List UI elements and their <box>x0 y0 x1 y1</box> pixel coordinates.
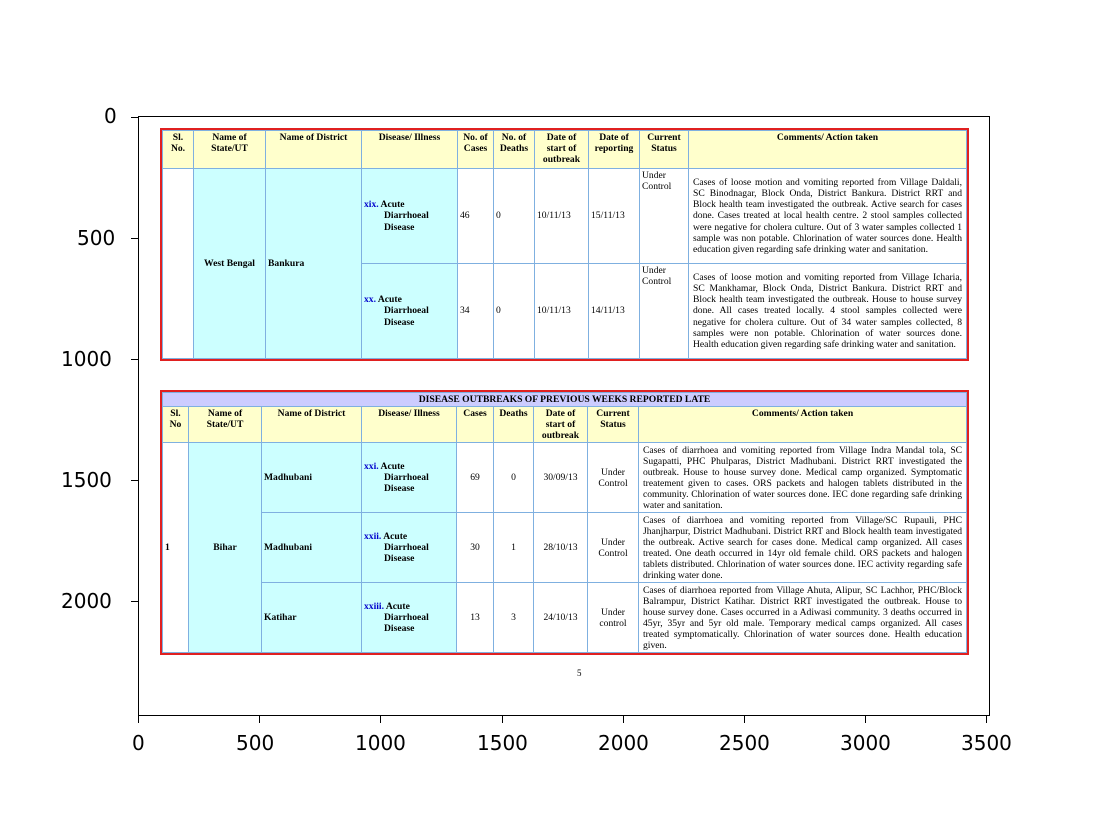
disease-name-line2: Diarrhoeal Disease <box>384 210 429 233</box>
x-tick-label: 500 <box>236 731 275 755</box>
outbreak-number: xix. <box>364 199 379 211</box>
x-tick-label: 1000 <box>355 731 406 755</box>
cases-cell: 34 <box>458 264 494 359</box>
col-disease: Disease/ Illness <box>362 407 457 443</box>
y-tick-label: 1000 <box>61 347 112 371</box>
y-tick-label: 2000 <box>61 589 112 613</box>
deaths-cell: 0 <box>494 169 535 264</box>
disease-cell <box>362 583 457 653</box>
col-sl-no: Sl. No <box>163 407 189 443</box>
col-comments: Comments/ Action taken <box>639 407 967 443</box>
x-tick <box>259 716 260 723</box>
y-tick <box>131 601 138 602</box>
reporting-date-cell: 14/11/13 <box>589 264 640 359</box>
district-cell: Katihar <box>262 583 362 653</box>
start-date-cell: 30/09/13 <box>534 443 588 513</box>
disease-name-line2: Diarrhoeal Disease <box>384 305 429 328</box>
outbreak-number: xx. <box>364 294 376 306</box>
disease-name-line2: Diarrhoeal Disease <box>384 542 429 565</box>
table-row <box>163 513 967 583</box>
col-cases: Cases <box>457 407 494 443</box>
col-disease: Disease/ Illness <box>362 131 458 169</box>
deaths-cell: 0 <box>494 443 534 513</box>
y-tick <box>131 117 138 118</box>
table-title: DISEASE OUTBREAKS OF PREVIOUS WEEKS REPORTED LATE <box>163 393 967 407</box>
col-start-date: Date of start of outbreak <box>535 131 589 169</box>
x-tick-label: 3500 <box>961 731 1012 755</box>
disease-name-line2: Diarrhoeal Disease <box>384 612 429 635</box>
x-tick <box>380 716 381 723</box>
district-cell: Madhubani <box>262 443 362 513</box>
outbreak-number: xxii. <box>364 531 382 543</box>
comments-cell: Cases of loose motion and vomiting reported from Village Daldali, SC Binodnagar, Block Onda, District Bankura. District RRT and Block health team investigated the outbreak. Active search for cases done. Cases treated at local health centre. 2 stool samples collected were negative for cholera culture. Out of 3 water samples collected 1 sample was non potable. Chlorination of water sources done. Health education given regarding safe drinking water and sanitation. <box>689 169 967 264</box>
header-row <box>163 407 967 443</box>
disease-cell <box>362 443 457 513</box>
disease-cell <box>362 264 458 359</box>
outbreak-number: xxi. <box>364 461 379 473</box>
disease-name-line1: Acute <box>380 461 405 473</box>
x-tick-label: 2500 <box>719 731 770 755</box>
y-tick <box>131 480 138 481</box>
sl-no-cell: 1 <box>163 443 189 653</box>
x-tick <box>865 716 866 723</box>
col-reporting-date: Date of reporting <box>589 131 640 169</box>
comments-cell: Cases of diarrhoea reported from Village Ahuta, Alipur, SC Lachhor, PHC/Block Balrampur, District Katihar. District RRT investigated the outbreak. House to house survey done. Cases occurred in a Adiwasi community. 3 deaths occurred in 45yr, 35yr and 5yr old male. Temporary medical camps organized. All cases treated symptomatically. Chlorination of water sources done. Health education given. <box>639 583 967 653</box>
disease-name-line1: Acute <box>383 531 408 543</box>
reporting-date-cell: 15/11/13 <box>589 169 640 264</box>
outbreak-table-current <box>162 130 967 359</box>
col-district: Name of District <box>262 407 362 443</box>
comments-cell: Cases of diarrhoea and vomiting reported from Village Indra Mandal tola, SC Sugapatti, PHC Phulparas, District Madhubani. District RRT investigated the outbreak. House to house survey done. Medical camp organized. Symptomatic treatement given to cases. ORS packets and halogen tablets distributed in the community. Chlorination of water sources done. IEC done regarding safe drinking water and sanitation. <box>639 443 967 513</box>
start-date-cell: 10/11/13 <box>535 169 589 264</box>
deaths-cell: 1 <box>494 513 534 583</box>
y-tick-label: 500 <box>77 226 116 250</box>
disease-name-line1: Acute <box>377 294 402 306</box>
table-row <box>163 443 967 513</box>
col-start-date: Date of start of outbreak <box>534 407 588 443</box>
col-comments: Comments/ Action taken <box>689 131 967 169</box>
status-cell: Under Control <box>640 264 689 359</box>
sl-no-cell <box>163 169 194 359</box>
disease-name-line1: Acute <box>380 199 405 211</box>
col-cases: No. of Cases <box>458 131 494 169</box>
deaths-cell: 3 <box>494 583 534 653</box>
col-district: Name of District <box>266 131 362 169</box>
cases-cell: 30 <box>457 513 494 583</box>
comments-cell: Cases of loose motion and vomiting reported from Village Icharia, SC Mankhamar, Block Onda, District Bankura. District RRT and Block health team investigated the outbreak. House to house survey done. All cases treated locally. 4 stool samples collected were negative for cholera culture. Out of 34 water samples collected, 8 samples were non potable. Chlorination of water sources done. Health education given regarding safe drinking water and sanitation. <box>689 264 967 359</box>
cases-cell: 13 <box>457 583 494 653</box>
status-cell: Under control <box>588 583 639 653</box>
x-tick <box>744 716 745 723</box>
x-tick <box>502 716 503 723</box>
x-tick-label: 2000 <box>598 731 649 755</box>
table-row <box>163 169 967 264</box>
col-status: Current Status <box>588 407 639 443</box>
disease-name-line2: Diarrhoeal Disease <box>384 472 429 495</box>
document-page <box>138 116 990 716</box>
x-tick <box>138 716 139 723</box>
y-tick-label: 1500 <box>61 468 112 492</box>
district-cell: Bankura <box>266 169 362 359</box>
disease-cell <box>362 169 458 264</box>
district-cell: Madhubani <box>262 513 362 583</box>
title-row <box>163 393 967 407</box>
outbreak-table-late <box>162 392 967 653</box>
table-row <box>163 583 967 653</box>
comments-cell: Cases of diarrhoea and vomiting reported from Village/SC Rupauli, PHC Jhanjharpur, District Madhubani. District RRT and Block health team investigated the outbreak. Active search for cases done. Medical camp organized. All cases treated. One death occurred in 14yr old female child. ORS packets and halogen tablets distributed. Chlorination of water sources done. IEC activity regarding safe drinking water done. <box>639 513 967 583</box>
y-tick-label: 0 <box>104 104 117 128</box>
y-tick <box>131 238 138 239</box>
y-tick <box>131 359 138 360</box>
cases-cell: 46 <box>458 169 494 264</box>
cases-cell: 69 <box>457 443 494 513</box>
x-tick <box>623 716 624 723</box>
disease-cell <box>362 513 457 583</box>
col-state: Name of State/UT <box>189 407 262 443</box>
col-sl-no: Sl. No. <box>163 131 194 169</box>
x-tick <box>986 716 987 723</box>
col-state: Name of State/UT <box>194 131 266 169</box>
status-cell: Under Control <box>640 169 689 264</box>
deaths-cell: 0 <box>494 264 535 359</box>
header-row <box>163 131 967 169</box>
state-cell: West Bengal <box>194 169 266 359</box>
x-tick-label: 1500 <box>477 731 528 755</box>
start-date-cell: 10/11/13 <box>535 264 589 359</box>
x-tick-label: 3000 <box>840 731 891 755</box>
disease-name-line1: Acute <box>385 601 410 613</box>
start-date-cell: 24/10/13 <box>534 583 588 653</box>
state-cell: Bihar <box>189 443 262 653</box>
start-date-cell: 28/10/13 <box>534 513 588 583</box>
page-number: 5 <box>577 668 582 678</box>
col-deaths: Deaths <box>494 407 534 443</box>
status-cell: Under Control <box>588 513 639 583</box>
x-tick-label: 0 <box>132 731 145 755</box>
col-deaths: No. of Deaths <box>494 131 535 169</box>
outbreak-number: xxiii. <box>364 601 384 613</box>
status-cell: Under Control <box>588 443 639 513</box>
col-status: Current Status <box>640 131 689 169</box>
